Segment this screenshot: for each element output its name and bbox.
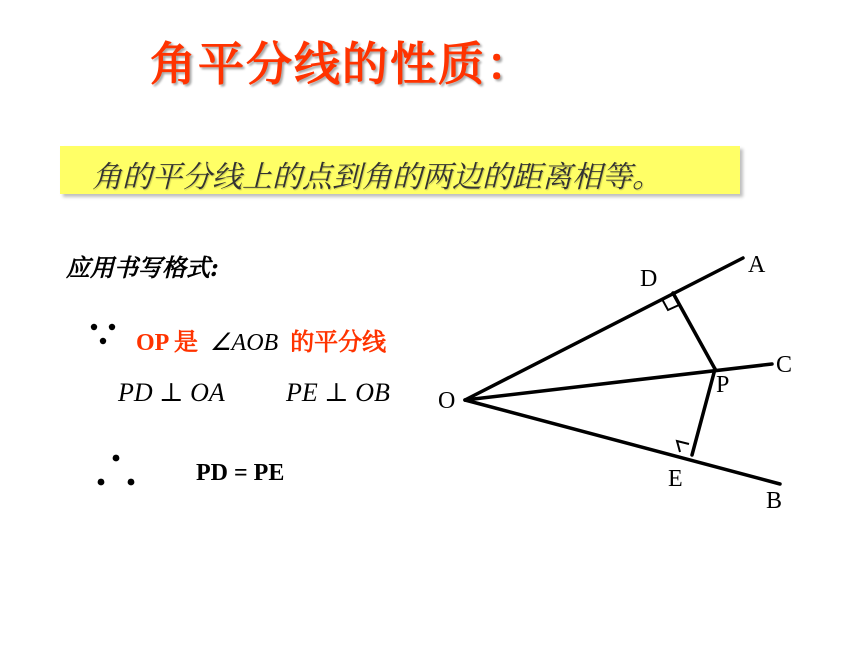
ray-oa xyxy=(465,258,743,400)
point-label-c: C xyxy=(776,352,793,378)
point-label-a: A xyxy=(748,252,766,278)
segment-pd xyxy=(673,293,715,369)
ray-ob xyxy=(465,400,780,484)
given-bisector-prefix: OP 是 xyxy=(136,330,199,356)
point-label-e: E xyxy=(668,466,683,492)
right-angle-mark-e xyxy=(677,441,689,452)
point-label-d: D xyxy=(640,266,658,292)
point-label-o: O xyxy=(438,388,456,414)
segment-pe xyxy=(692,369,715,455)
format-label: 应用书写格式: xyxy=(66,253,219,282)
given-perp-pe-ob: PE ⊥ OB xyxy=(286,378,390,407)
point-label-b: B xyxy=(766,488,783,514)
angle-aob: ∠AOB xyxy=(210,330,279,356)
point-label-p: P xyxy=(716,372,730,398)
given-perp-pd-oa: PD ⊥ OA xyxy=(118,378,225,407)
conclusion-pd-equals-pe: PD = PE xyxy=(196,460,285,486)
page-title: 角平分线的性质： xyxy=(150,37,534,91)
theorem-statement: 角的平分线上的点到角的两边的距离相等。 xyxy=(92,160,662,195)
given-bisector-suffix: 的平分线 xyxy=(290,330,387,356)
